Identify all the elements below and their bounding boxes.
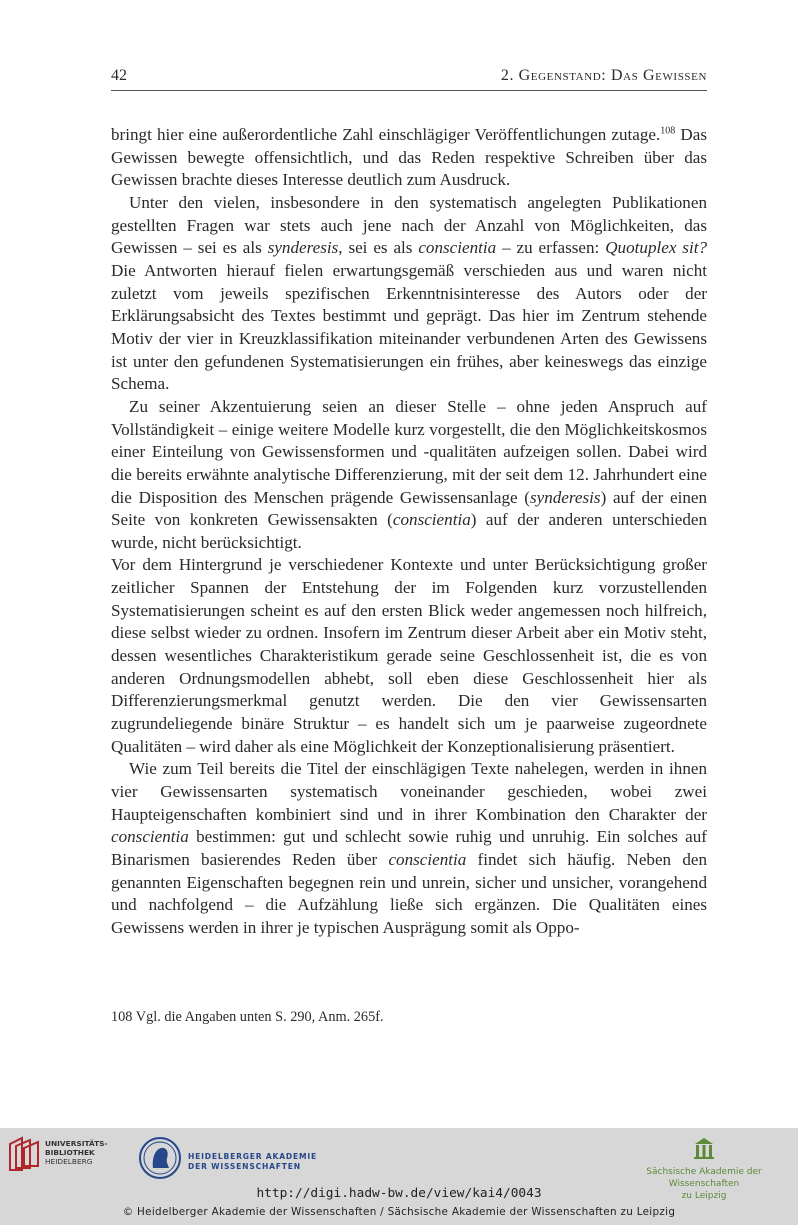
paragraph-4: Vor dem Hintergrund je verschiedener Kontexte und unter Berücksichtigung großer zeitlicher Spannen der Entstehung der im Folgenden kurz vorzustellenden Systematisierungen scheint es auf den ersten Blick weder angemessen noch hilfreich, diese selbst wieder zu ordnen. Insofern im Zentrum dieser Arbeit aber ein Motiv steht, dessen wesentliches Charakteristikum gerade seine Geschlossenheit ist, die es von anderen Ordnungsmodellen abhebt, soll eben diese Geschlossenheit hier als Differenzierungsmerkmal genutzt werden. Die den vier Gewissensarten zugrundeliegende binäre Struktur – es handelt sich um je paarweise zugeordnete Qualitäten – wird daher als eine Möglichkeit der Konzeptionalisierung präsentiert.: [111, 555, 707, 756]
paragraph-2: Unter den vielen, insbesondere in den systematisch angelegten Publikationen gestellten Fragen war stets auch jene nach der Anzahl von Möglichkeiten, das Gewissen – sei es als synderesis, sei es als conscientia – zu erfassen: Quotuplex sit? Die Antworten hierauf fielen erwartungsgemäß verschieden aus und waren nicht zuletzt vom jeweils spezifischen Erkenntnisinteresse des Autors oder der Erklärungsabsicht des Textes bestimmt und geprägt. Das hier im Zentrum stehende Motiv der vier in Kreuzklassifikation miteinander verbundenen Arten des Gewissens ist unter den gefundenen Systematisierungen ein frühes, aber keineswegs das einzige Schema.: [111, 192, 707, 394]
ub-heidelberg-logo[interactable]: [8, 1136, 108, 1176]
copyright-notice: © Heidelberger Akademie der Wissenschaften / Sächsische Akademie der Wissenschaften zu Leipzig: [122, 1206, 676, 1218]
paragraph-5: Wie zum Teil bereits die Titel der einschlägigen Texte nahelegen, werden in ihnen vier Gewissensarten systematisch voneinander geschieden, wobei zwei Haupteigenschaften kombiniert sind und in ihrer Kombination den Charakter der conscientia bestimmen: gut und schlecht sowie ruhig und unruhig. Ein solches auf Binarismen basierendes Reden über conscientia findet sich häufig. Neben den genannten Eigenschaften begegnen rein und unrein, sicher und unsicher, vorangehend und nachfolgend – die Aufzählung ließe sich ergänzen. Die Qualitäten eines Gewissens werden in ihrer je typischen Ausprägung somit als Oppo-: [111, 759, 707, 937]
hadw-line-2: DER WISSENSCHAFTEN: [188, 1162, 301, 1171]
footnote-reference[interactable]: 108: [660, 125, 676, 137]
hadw-seal-icon: [138, 1136, 182, 1180]
footer-band: [0, 1128, 798, 1225]
chapter-title: 2. Gegenstand: Das Gewissen: [500, 67, 707, 84]
footnote-108: 108 Vgl. die Angaben unten S. 290, Anm. 265f.: [111, 1009, 384, 1025]
paragraph-1: bringt hier eine außerordentliche Zahl einschlägiger Veröffentlichungen zutage.$^{108}$ Das Gewissen bewegte offensichtlich, und das Reden respektive Schreiben über das Gewissen brachte dieses Interesse deutlich zum Ausdruck.: [111, 125, 707, 190]
ub-line-2: BIBLIOTHEK: [45, 1147, 95, 1157]
permalink-url[interactable]: http://digi.hadw-bw.de/view/kai4/0043: [256, 1186, 542, 1201]
hadw-logo[interactable]: [138, 1136, 328, 1180]
body-text: [111, 124, 707, 940]
running-head: [111, 66, 707, 91]
ub-line-1: UNIVERSITÄTS-: [45, 1139, 108, 1148]
page-number: 42: [111, 67, 127, 84]
hadw-line-1: HEIDELBERGER AKADEMIE: [188, 1152, 317, 1161]
saw-line-2: zu Leipzig: [681, 1191, 727, 1201]
paragraph-3: Zu seiner Akzentuierung seien an dieser Stelle – ohne jeden Anspruch auf Vollständigkeit – einige weitere Modelle kurz vorgestellt, die den Möglichkeitskosmos einer Einteilung von Gewissensformen und -qualitäten aufzeigen sollen. Dabei wird die bereits erwähnte analytische Differenzierung, mit der seit dem 12. Jahrhundert eine die Disposition des Menschen prägende Gewissensanlage (synderesis) auf der einen Seite von konkreten Gewissensakten (conscientia) auf der anderen unterschieden wurde, nicht berücksichtigt.: [111, 396, 707, 552]
saw-building-icon: [693, 1136, 715, 1160]
saw-line-1: Sächsische Akademie der Wissenschaften: [646, 1167, 762, 1189]
ub-line-3: HEIDELBERG: [45, 1156, 93, 1166]
ub-logo-icon: [8, 1136, 40, 1172]
